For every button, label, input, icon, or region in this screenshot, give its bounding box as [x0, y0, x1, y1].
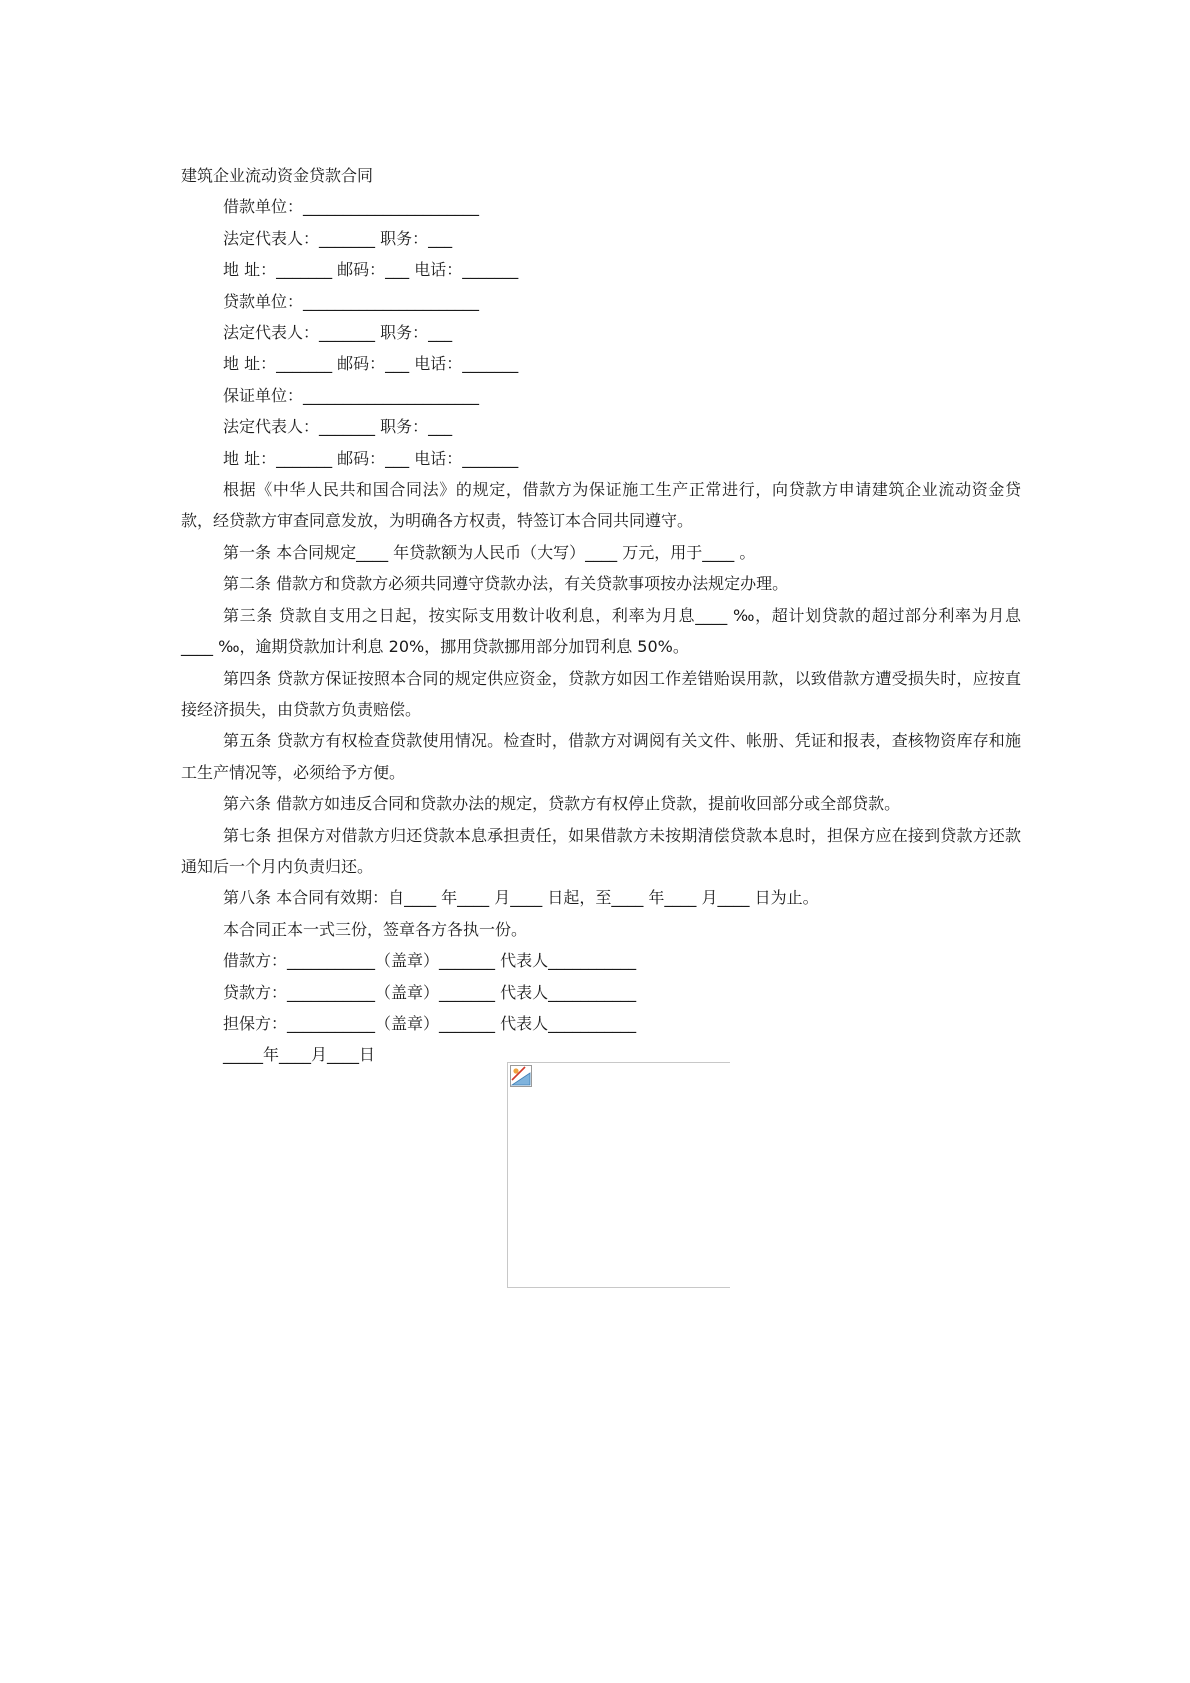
party-line: 法定代表人：_______ 职务：___: [223, 417, 453, 437]
party-line: 借款单位：______________________: [223, 197, 480, 217]
article-paragraph: 第一条 本合同规定____ 年贷款额为人民币（大写）____ 万元，用于____ 。: [223, 542, 756, 562]
signature-line: 借款方：___________（盖章）_______ 代表人___________: [223, 951, 637, 971]
party-line: 保证单位：______________________: [223, 385, 480, 405]
image-placeholder: [507, 1062, 730, 1288]
preamble-paragraph: 根据《中华人民共和国合同法》的规定，借款方为保证施工生产正常进行，向贷款方申请建筑企业流动资金贷款，经贷款方审查同意发放，为明确各方权责，特签订本合同共同遵守。: [181, 480, 1021, 531]
article-paragraph: 第五条 贷款方有权检查贷款使用情况。检查时，借款方对调阅有关文件、帐册、凭证和报表，查核物资库存和施工生产情况等，必须给予方便。: [181, 731, 1021, 782]
party-line: 贷款单位：______________________: [223, 291, 480, 311]
party-line: 地 址：_______ 邮码：___ 电话：_______: [223, 354, 519, 374]
date-line: _____年____月____日: [223, 1045, 376, 1065]
article-paragraph: 第二条 借款方和贷款方必须共同遵守贷款办法，有关贷款事项按办法规定办理。: [223, 574, 789, 594]
signature-line: 贷款方：___________（盖章）_______ 代表人___________: [223, 982, 637, 1002]
contract-body: [181, 160, 1021, 1071]
article-paragraph: 第七条 担保方对借款方归还贷款本息承担责任，如果借款方未按期清偿贷款本息时，担保方应在接到贷款方还款通知后一个月内负责归还。: [181, 825, 1021, 876]
signature-line: 担保方：___________（盖章）_______ 代表人___________: [223, 1013, 637, 1033]
party-line: 法定代表人：_______ 职务：___: [223, 323, 453, 343]
broken-image-icon: [510, 1065, 532, 1087]
party-line: 地 址：_______ 邮码：___ 电话：_______: [223, 260, 519, 280]
document-title: 建筑企业流动资金贷款合同: [181, 166, 374, 185]
party-line: 地 址：_______ 邮码：___ 电话：_______: [223, 448, 519, 468]
party-line: 法定代表人：_______ 职务：___: [223, 228, 453, 248]
article-paragraph: 第四条 贷款方保证按照本合同的规定供应资金，贷款方如因工作差错贻误用款，以致借款方遭受损失时，应按直接经济损失，由贷款方负责赔偿。: [181, 668, 1021, 719]
closing-paragraph: 本合同正本一式三份，签章各方各执一份。: [223, 919, 528, 939]
article-paragraph: 第八条 本合同有效期：自____ 年____ 月____ 日起，至____ 年____ 月____ 日为止。: [223, 888, 819, 908]
article-paragraph: 第六条 借款方如违反合同和贷款办法的规定，贷款方有权停止贷款，提前收回部分或全部贷款。: [223, 794, 901, 814]
article-paragraph: 第三条 贷款自支用之日起，按实际支用数计收利息，利率为月息____ ‰，超计划贷款的超过部分利率为月息____ ‰，逾期贷款加计利息 20%，挪用贷款挪用部分加罚利息 50%。: [181, 605, 1021, 657]
